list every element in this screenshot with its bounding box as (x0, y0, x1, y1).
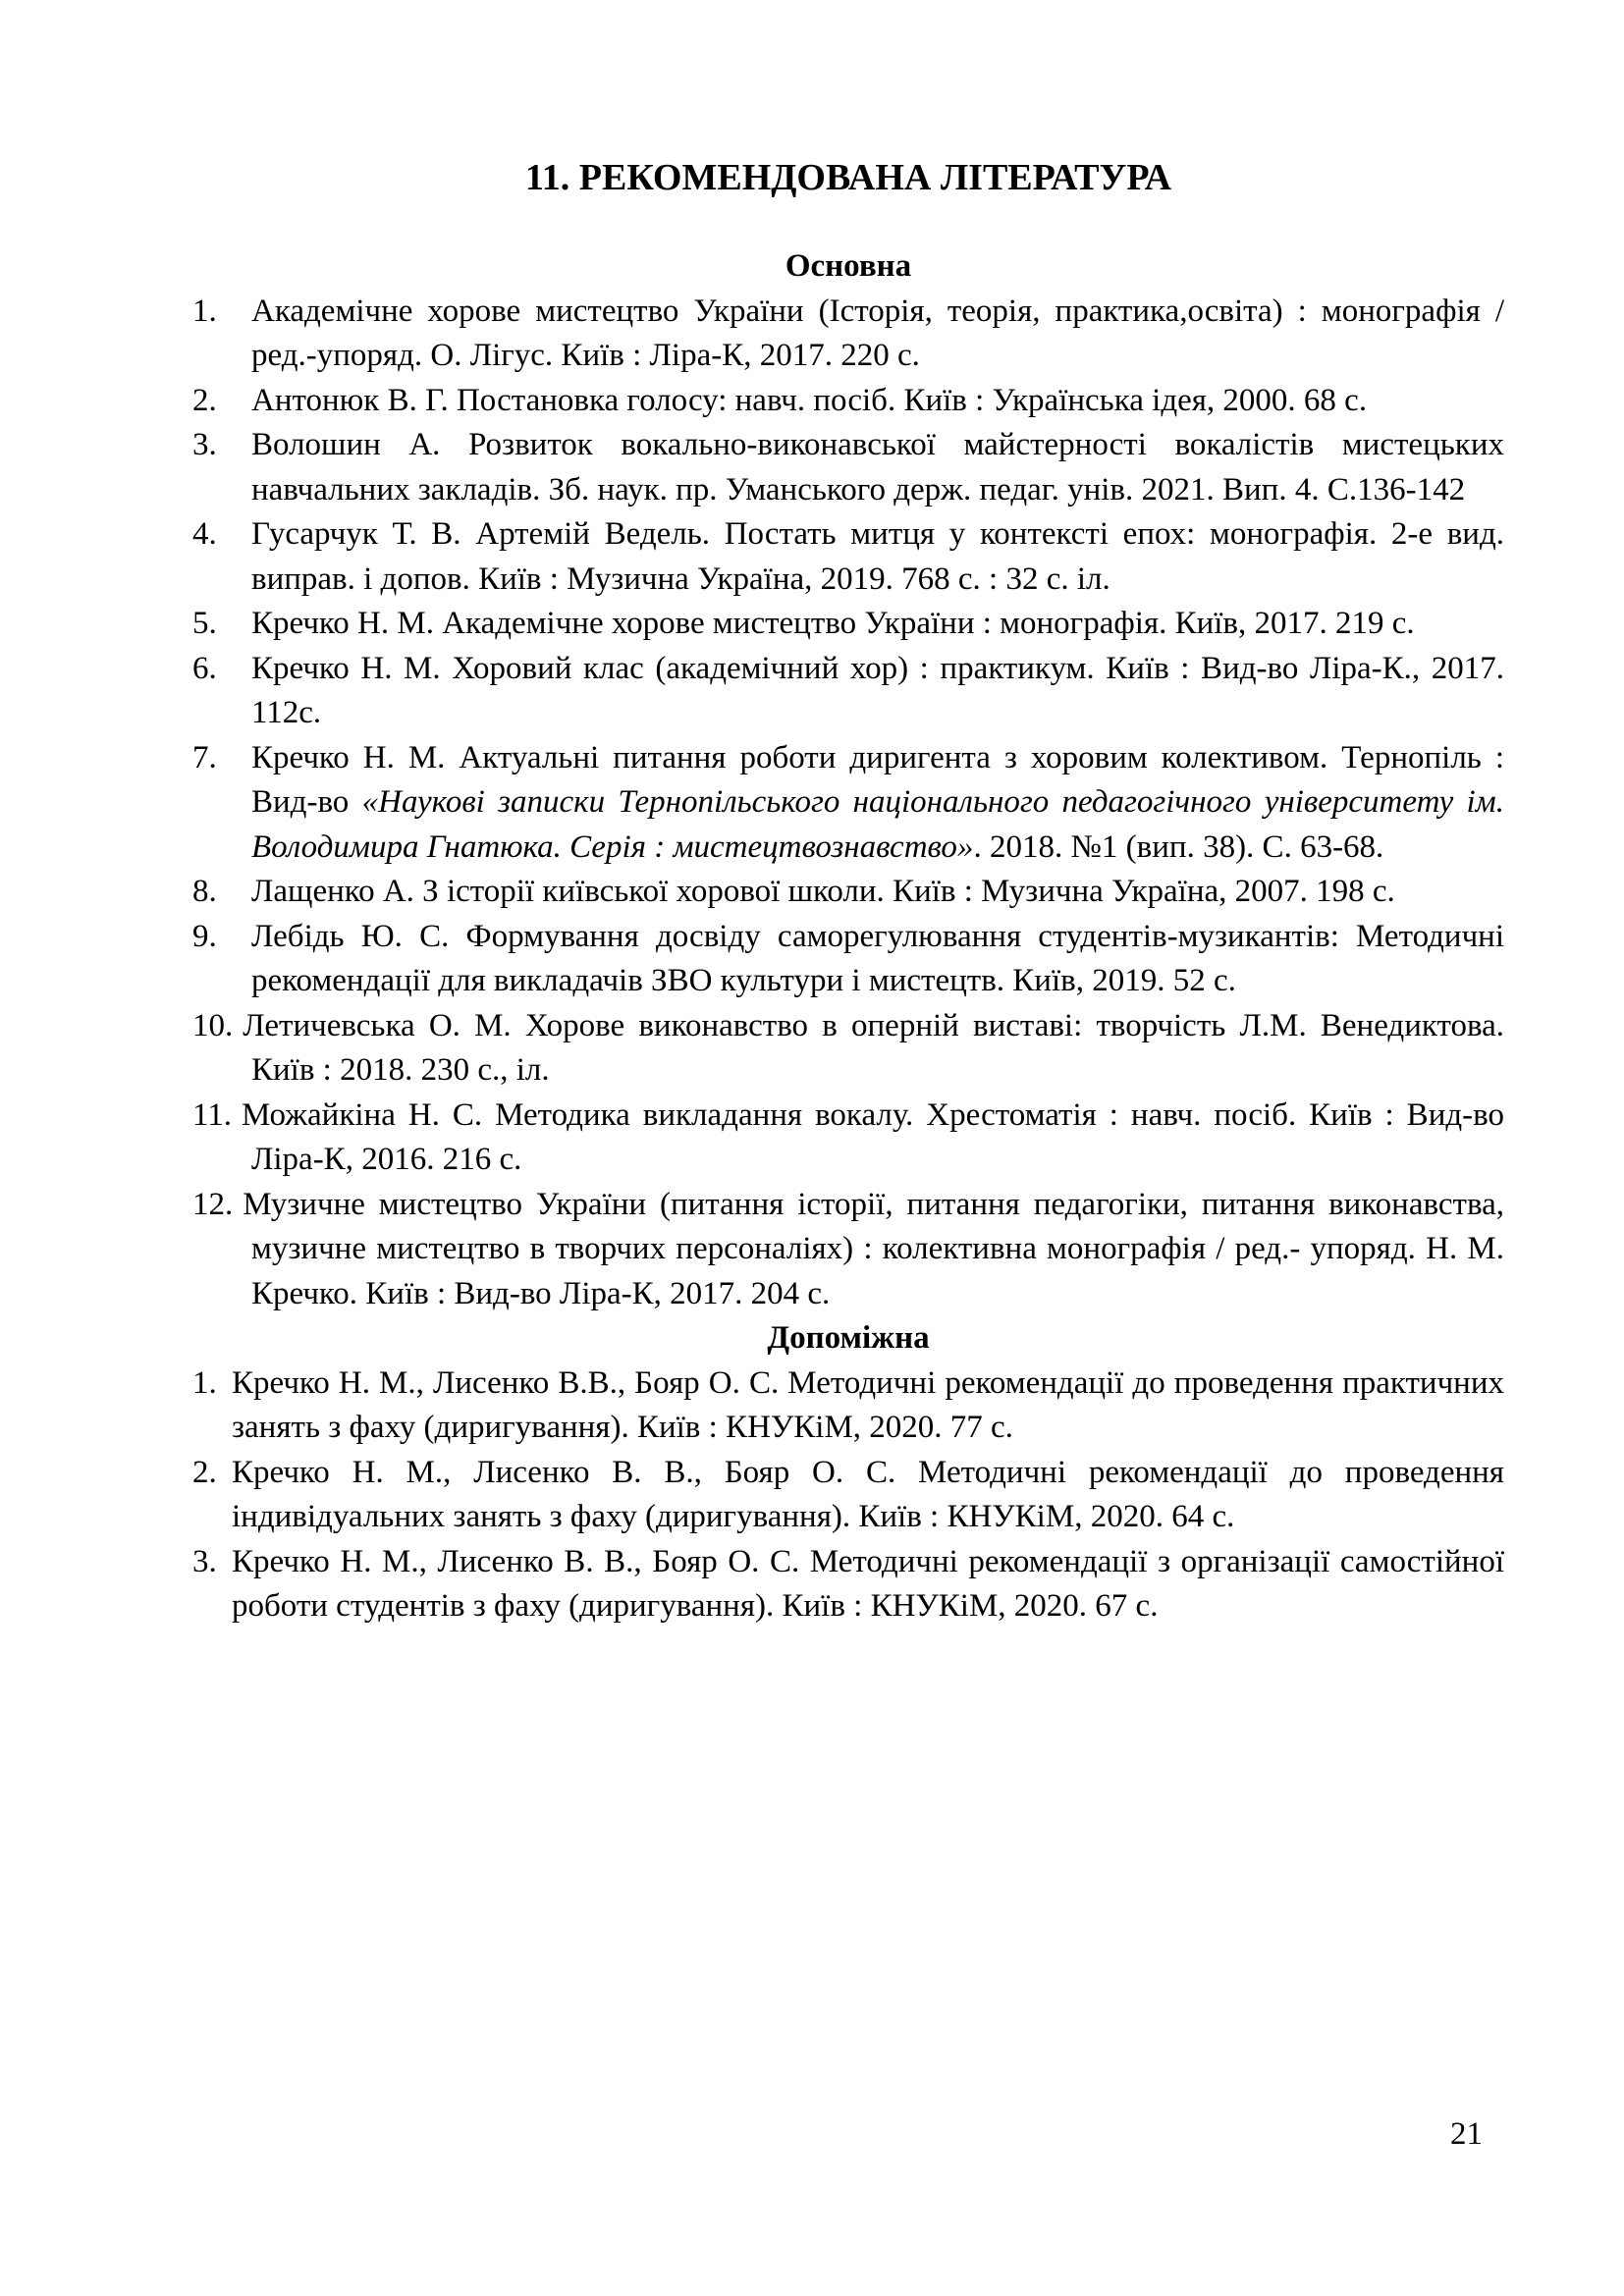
item-number: 1. (192, 1364, 217, 1401)
section-heading-dopomizhna: Допоміжна (767, 1320, 930, 1356)
item-text-italic: «Наукові записки Тернопільського національного педагогічного університету ім. Володимира Гнатюка. Серія : мистецтвознавство» (251, 784, 1504, 865)
item-text: Можайкіна Н. С. Методика викладання вокалу. Хрестоматія : навч. посіб. Київ : Вид-во Ліра-К, 2016. 216 с. (242, 1096, 1504, 1177)
item-number: 8. (192, 874, 217, 909)
item-text: Музичне мистецтво України (питання історії, питання педагогіки, питання виконавства, музичне мистецтво в творчих персоналіях) : колективна монографія / ред.- упоряд. Н. М. Кречко. Київ : Вид-во Ліра-К, 2017. 204 с. (243, 1186, 1504, 1311)
list-item (192, 1362, 1504, 1451)
item-number: 4. (192, 516, 217, 552)
page-content (192, 155, 1504, 1629)
list-item (192, 1540, 1504, 1629)
item-number: 2. (192, 1454, 217, 1490)
item-text-regular: . 2018. №1 (вип. 38). С. 63-68. (973, 828, 1384, 865)
item-number: 10. (192, 1007, 234, 1043)
item-number: 11. (192, 1096, 233, 1133)
item-number: 2. (192, 382, 217, 418)
main-reading-list (192, 290, 1504, 1317)
item-text: Волошин А. Розвиток вокально-виконавської майстерності вокалістів мистецьких навчальних закладів. Зб. наук. пр. Уманського держ. педаг. унів. 2021. Вип. 4. С.136-142 (251, 427, 1504, 507)
section-heading-osnovna: Основна (785, 248, 912, 284)
list-item (192, 647, 1504, 736)
item-text: Лебідь Ю. С. Формування досвіду саморегулювання студентів-музикантів: Методичні рекомендації для викладачів ЗВО культури і мистецтв. Київ, 2019. 52 с. (251, 918, 1504, 998)
list-item (192, 512, 1504, 602)
item-text: Академічне хорове мистецтво України (Історія, теорія, практика,освіта) : монографія / ред.-упоряд. О. Лігус. Київ : Ліра-К, 2017. 220 с. (251, 293, 1504, 373)
list-item (192, 379, 1504, 424)
list-item (192, 1094, 1504, 1183)
page-title: 11. РЕКОМЕНДОВАНА ЛІТЕРАТУРА (524, 157, 1172, 198)
list-item (192, 1183, 1504, 1317)
list-item (192, 736, 1504, 871)
item-number: 7. (192, 739, 217, 775)
item-number: 9. (192, 918, 217, 954)
item-number: 5. (192, 606, 217, 641)
list-item (192, 1004, 1504, 1094)
page-number: 21 (1450, 2116, 1483, 2152)
item-number: 3. (192, 1543, 217, 1579)
item-text: Летичевська О. М. Хорове виконавство в оперній виставі: творчість Л.М. Венедиктова. Київ : 2018. 230 с., іл. (243, 1007, 1504, 1088)
item-text: Антонюк В. Г. Постановка голосу: навч. посіб. Київ : Українська ідея, 2000. 68 с. (251, 382, 1368, 418)
item-text: Кречко Н. М. Хоровий клас (академічний хор) : практикум. Київ : Вид-во Ліра-К., 2017. 112с. (251, 650, 1504, 730)
list-item (192, 290, 1504, 379)
item-number: 3. (192, 427, 217, 462)
item-text: Кречко Н. М. Академічне хорове мистецтво України : монографія. Київ, 2017. 219 с. (251, 606, 1415, 641)
list-item (192, 602, 1504, 647)
item-text: Кречко Н. М., Лисенко В.В., Бояр О. С. Методичні рекомендації до проведення практичних занять з фаху (диригування). Київ : КНУКіМ, 2020. 77 с. (232, 1364, 1504, 1445)
item-text: Кречко Н. М., Лисенко В. В., Бояр О. С. Методичні рекомендації до проведення індивідуальних занять з фаху (диригування). Київ : КНУКіМ, 2020. 64 с. (232, 1454, 1504, 1534)
item-number: 6. (192, 650, 217, 686)
item-text: Кречко Н. М., Лисенко В. В., Бояр О. С. Методичні рекомендації з організації самостійної роботи студентів з фаху (диригування). Київ : КНУКіМ, 2020. 67 с. (232, 1543, 1504, 1624)
item-number: 12. (192, 1186, 234, 1222)
item-text (251, 740, 1504, 865)
item-text: Гусарчук Т. В. Артемій Ведель. Постать митця у контексті епох: монографія. 2-е вид. виправ. і допов. Київ : Музична Україна, 2019. 768 с. : 32 с. іл. (251, 516, 1504, 597)
list-item (192, 915, 1504, 1004)
list-item (192, 870, 1504, 915)
item-text: Лащенко А. З історії київської хорової школи. Київ : Музична Україна, 2007. 198 с. (251, 874, 1395, 909)
list-item (192, 423, 1504, 512)
list-item (192, 1451, 1504, 1540)
item-number: 1. (192, 293, 217, 329)
supplementary-reading-list (192, 1362, 1504, 1629)
item-text-regular: Кречко Н. М. Актуальні питання роботи диригента з хоровим колективом. Тернопіль : Вид-во (251, 739, 1504, 820)
